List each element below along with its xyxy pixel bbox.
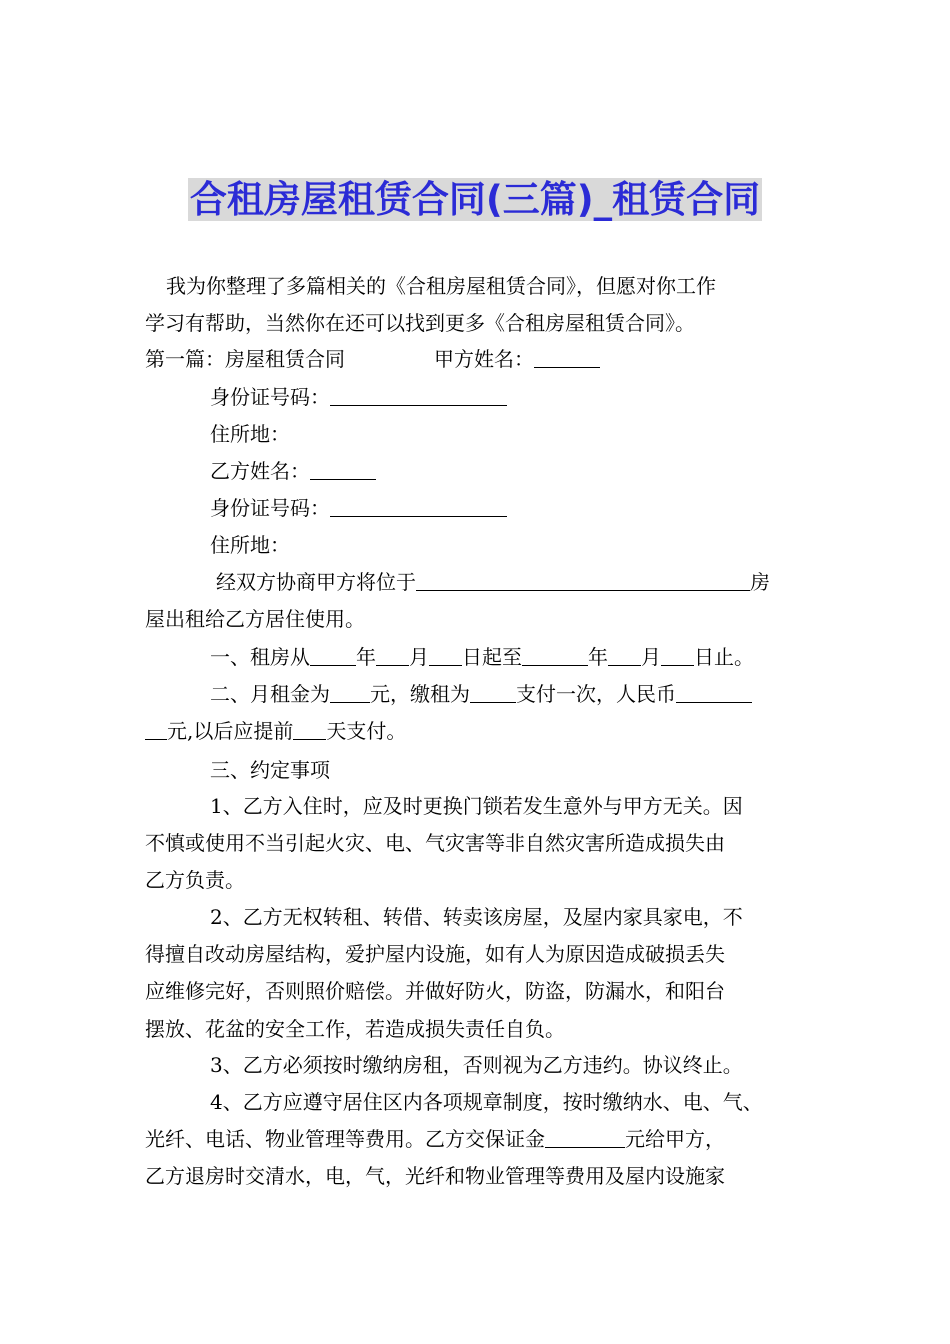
start-day-blank[interactable]	[429, 645, 462, 666]
item4-line-2	[145, 1125, 725, 1153]
intro-line-1: 我为你整理了多篇相关的《合租房屋租赁合同》，但愿对你工作	[166, 274, 716, 298]
rent-days-label: 天支付。	[326, 719, 407, 743]
terms-heading: 三、约定事项	[210, 758, 330, 782]
agreement-suffix: 房	[750, 570, 770, 594]
term-row	[210, 643, 754, 671]
deposit-label: 光纤、电话、物业管理等费用。乙方交保证金	[145, 1127, 545, 1151]
term-end-year-label: 年	[588, 645, 608, 669]
rent-row-2	[145, 717, 406, 745]
item4-line-3: 乙方退房时交清水，电，气，光纤和物业管理等费用及屋内设施家	[145, 1164, 725, 1188]
term-label: 一、租房从	[210, 645, 310, 669]
monthly-rent-blank[interactable]	[330, 682, 370, 703]
party-a-name-row	[434, 345, 600, 373]
term-month-label: 月	[409, 645, 429, 669]
party-a-id-blank[interactable]	[330, 385, 507, 406]
term-until-label: 日起至	[462, 645, 522, 669]
party-a-name-label: 甲方姓名：	[434, 347, 534, 371]
rmb-amount-blank-cont[interactable]	[145, 719, 167, 740]
item2-line-1: 2、乙方无权转租、转借、转卖该房屋，及屋内家具家电，不	[210, 905, 743, 929]
payment-period-blank[interactable]	[470, 682, 516, 703]
item1-line-1: 1、乙方入住时，应及时更换门锁若发生意外与甲方无关。因	[210, 794, 743, 818]
item4-line-1: 4、乙方应遵守居住区内各项规章制度，按时缴纳水、电、气、	[210, 1090, 763, 1114]
rmb-amount-blank[interactable]	[676, 682, 752, 703]
agreement-prefix: 经双方协商甲方将位于	[216, 570, 416, 594]
rent-label: 二、月租金为	[210, 682, 330, 706]
item2-line-4: 摆放、花盆的安全工作，若造成损失责任自负。	[145, 1017, 565, 1041]
item1-line-3: 乙方负责。	[145, 868, 245, 892]
agreement-row	[216, 568, 770, 596]
party-b-address-label: 住所地：	[210, 533, 290, 557]
item3-line: 3、乙方必须按时缴纳房租，否则视为乙方违约。协议终止。	[210, 1053, 743, 1077]
party-a-id-label: 身份证号码：	[210, 385, 330, 409]
end-day-blank[interactable]	[661, 645, 694, 666]
end-year-blank[interactable]	[522, 645, 588, 666]
advance-days-blank[interactable]	[293, 719, 326, 740]
party-b-id-label: 身份证号码：	[210, 496, 330, 520]
part1-heading: 第一篇：房屋租赁合同	[145, 347, 345, 371]
party-b-id-row	[210, 494, 507, 522]
party-b-name-label: 乙方姓名：	[210, 459, 310, 483]
property-location-blank[interactable]	[416, 570, 750, 591]
deposit-blank[interactable]	[545, 1127, 625, 1148]
party-b-id-blank[interactable]	[330, 496, 507, 517]
start-year-blank[interactable]	[310, 645, 356, 666]
party-b-name-row	[210, 457, 376, 485]
item2-line-2: 得擅自改动房屋结构，爱护屋内设施，如有人为原因造成破损丢失	[145, 942, 725, 966]
term-year-label: 年	[356, 645, 376, 669]
agreement-line-2: 屋出租给乙方居住使用。	[145, 607, 365, 631]
end-month-blank[interactable]	[608, 645, 641, 666]
intro-line-2: 学习有帮助，当然你在还可以找到更多《合租房屋租赁合同》。	[145, 311, 695, 335]
document-title-text: 合租房屋租赁合同(三篇)_租赁合同	[189, 178, 761, 221]
item1-line-2: 不慎或使用不当引起火灾、电、气灾害等非自然灾害所造成损失由	[145, 831, 725, 855]
start-month-blank[interactable]	[376, 645, 409, 666]
rent-row-1	[210, 680, 752, 708]
term-end-month-label: 月	[641, 645, 661, 669]
term-end-label: 日止。	[694, 645, 754, 669]
party-a-name-blank[interactable]	[534, 347, 600, 368]
rent-advance-label: 元,以后应提前	[167, 719, 294, 743]
party-b-name-blank[interactable]	[310, 459, 376, 480]
deposit-suffix: 元给甲方，	[625, 1127, 725, 1151]
document-title	[0, 175, 950, 225]
party-a-id-row	[210, 383, 507, 411]
party-a-address-label: 住所地：	[210, 422, 290, 446]
rent-rmb-label: 支付一次，人民币	[516, 682, 676, 706]
item2-line-3: 应维修完好，否则照价赔偿。并做好防火，防盗，防漏水，和阳台	[145, 979, 725, 1003]
rent-payment-label: 元，缴租为	[370, 682, 470, 706]
